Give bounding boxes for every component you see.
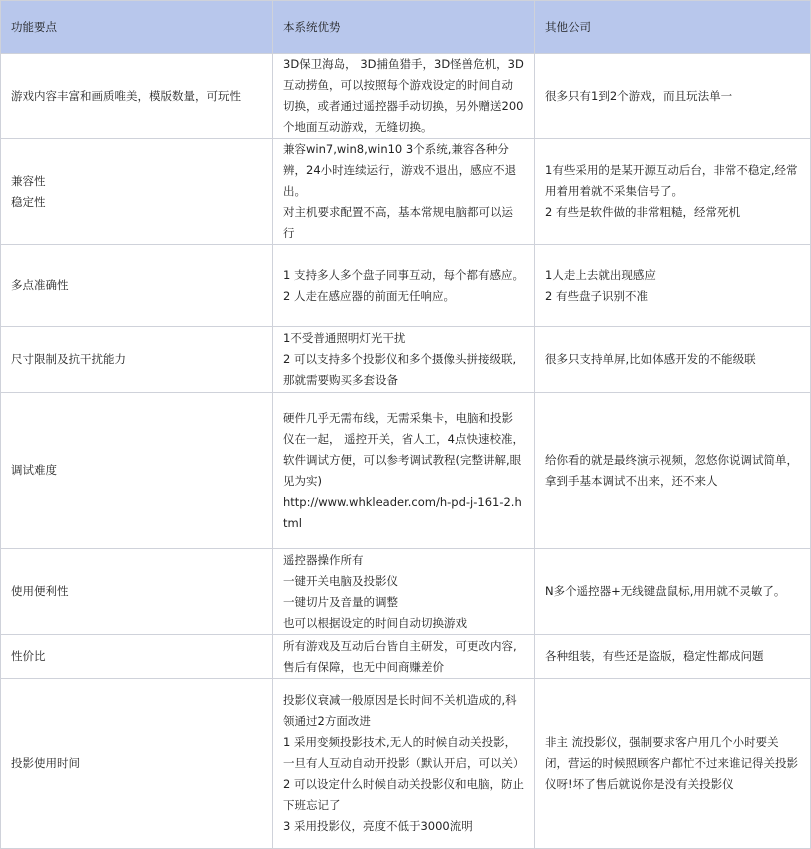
feature-cell <box>1 54 273 139</box>
feature-cell <box>1 393 273 549</box>
others-cell-text: 给你看的就是最终演示视频，忽悠你说调试简单，拿到手基本调试不出来，还不来人 <box>545 452 798 488</box>
advantage-cell-text: 硬件几乎无需布线，无需采集卡，电脑和投影仪在一起， 遥控开关，省人工，4点快速校准，软件调试方便，可以参考调试教程(完整讲解,眼见为实) <box>283 410 524 488</box>
table-row <box>1 245 811 327</box>
feature-cell-text: 调试难度 <box>11 463 57 477</box>
others-cell <box>535 393 811 549</box>
others-cell-text: 2 有些是软件做的非常粗糙，经常死机 <box>545 205 740 219</box>
others-cell <box>535 139 811 245</box>
header-others: 其他公司 <box>535 1 811 54</box>
feature-cell-text: 使用便利性 <box>11 584 69 598</box>
others-cell-text: 各种组装，有些还是盗版，稳定性都成问题 <box>545 649 764 663</box>
advantage-cell-text: 1 支持多人多个盘子同事互动，每个都有感应。 <box>283 267 524 282</box>
table-row <box>1 327 811 393</box>
feature-cell-text: 性价比 <box>11 649 46 663</box>
advantage-cell-text: 投影仪衰减一般原因是长时间不关机造成的,科领通过2方面改进 <box>283 693 517 728</box>
table-row <box>1 54 811 139</box>
table-row <box>1 139 811 245</box>
advantage-cell <box>273 679 535 849</box>
advantage-cell-text: 一键切片及音量的调整 <box>283 594 398 609</box>
feature-cell <box>1 635 273 679</box>
feature-cell-text: 稳定性 <box>11 194 46 209</box>
feature-cell <box>1 679 273 849</box>
advantage-cell-text: 对主机要求配置不高，基本常规电脑都可以运行 <box>283 205 513 240</box>
advantage-cell-text: 1 采用变频投影技术,无人的时候自动关投影，一旦有人互动自动开投影（默认开启，可以关） <box>283 735 525 770</box>
advantage-cell-text: 所有游戏及互动后台皆自主研发，可更改内容,售后有保障，也无中间商赚差价 <box>283 638 517 674</box>
feature-cell <box>1 549 273 635</box>
advantage-cell-text: 3D保卫海岛， 3D捕鱼猎手，3D怪兽危机，3D互动捞鱼，可以按照每个游戏设定的时间自动切换，或者通过遥控器手动切换，另外赠送200个地面互动游戏，无缝切换。 <box>283 57 524 134</box>
others-cell-text: 1人走上去就出现感应 <box>545 267 656 282</box>
feature-cell-text: 多点准确性 <box>11 278 69 292</box>
header-row <box>1 1 811 54</box>
others-cell <box>535 245 811 327</box>
table-row <box>1 635 811 679</box>
feature-cell-text: 兼容性 <box>11 173 46 188</box>
feature-cell <box>1 139 273 245</box>
others-cell <box>535 549 811 635</box>
advantage-cell-text: http://www.whkleader.com/h-pd-j-161-2.html <box>283 494 522 530</box>
feature-cell-text: 游戏内容丰富和画质唯美，模版数量，可玩性 <box>11 88 241 103</box>
advantage-cell-text: 2 人走在感应器的前面无任响应。 <box>283 288 455 303</box>
advantage-cell-text: 兼容win7,win8,win10 3个系统,兼容各种分辨，24小时连续运行，游戏不退出，感应不退出。 <box>283 142 517 198</box>
table-row <box>1 393 811 549</box>
feature-cell <box>1 245 273 327</box>
feature-cell-text: 尺寸限制及抗干扰能力 <box>11 352 126 366</box>
others-cell-text: N多个遥控器+无线键盘鼠标,用用就不灵敏了。 <box>545 584 786 598</box>
advantage-cell <box>273 327 535 393</box>
advantage-cell-text: 2 可以设定什么时候自动关投影仪和电脑，防止下班忘记了 <box>283 777 524 812</box>
advantage-cell <box>273 54 535 139</box>
others-cell <box>535 327 811 393</box>
advantage-cell <box>273 549 535 635</box>
others-cell-text: 非主 流投影仪，强制要求客户用几个小时要关闭，营运的时候照顾客户都忙不过来谁记得关投影仪呀!坏了售后就说你是没有关投影仪 <box>545 735 798 791</box>
advantage-cell-text: 也可以根据设定的时间自动切换游戏 <box>283 615 467 630</box>
advantage-cell <box>273 139 535 245</box>
others-cell-text: 1有些采用的是某开源互动后台，非常不稳定,经常用着用着就不采集信号了。 <box>545 163 798 198</box>
others-cell <box>535 679 811 849</box>
advantage-cell <box>273 635 535 679</box>
others-cell <box>535 54 811 139</box>
advantage-cell-text: 一键开关电脑及投影仪 <box>283 573 398 588</box>
others-cell-text: 2 有些盘子识别不准 <box>545 288 648 303</box>
table-row <box>1 549 811 635</box>
advantage-cell <box>273 393 535 549</box>
feature-cell-text: 投影使用时间 <box>11 756 80 770</box>
header-advantage: 本系统优势 <box>273 1 535 54</box>
table-row <box>1 679 811 849</box>
others-cell-text: 很多只有1到2个游戏，而且玩法单一 <box>545 88 733 103</box>
feature-cell <box>1 327 273 393</box>
advantage-cell-text: 遥控器操作所有 <box>283 552 364 567</box>
table-body <box>1 54 811 849</box>
advantage-cell-text: 3 采用投影仪，亮度不低于3000流明 <box>283 819 473 833</box>
advantage-cell-text: 2 可以支持多个投影仪和多个摄像头拼接级联,那就需要购买多套设备 <box>283 352 517 387</box>
advantage-cell-text: 1不受普通照明灯光干扰 <box>283 331 406 345</box>
advantage-cell <box>273 245 535 327</box>
others-cell-text: 很多只支持单屏,比如体感开发的不能级联 <box>545 352 756 366</box>
header-feature: 功能要点 <box>1 1 273 54</box>
others-cell <box>535 635 811 679</box>
